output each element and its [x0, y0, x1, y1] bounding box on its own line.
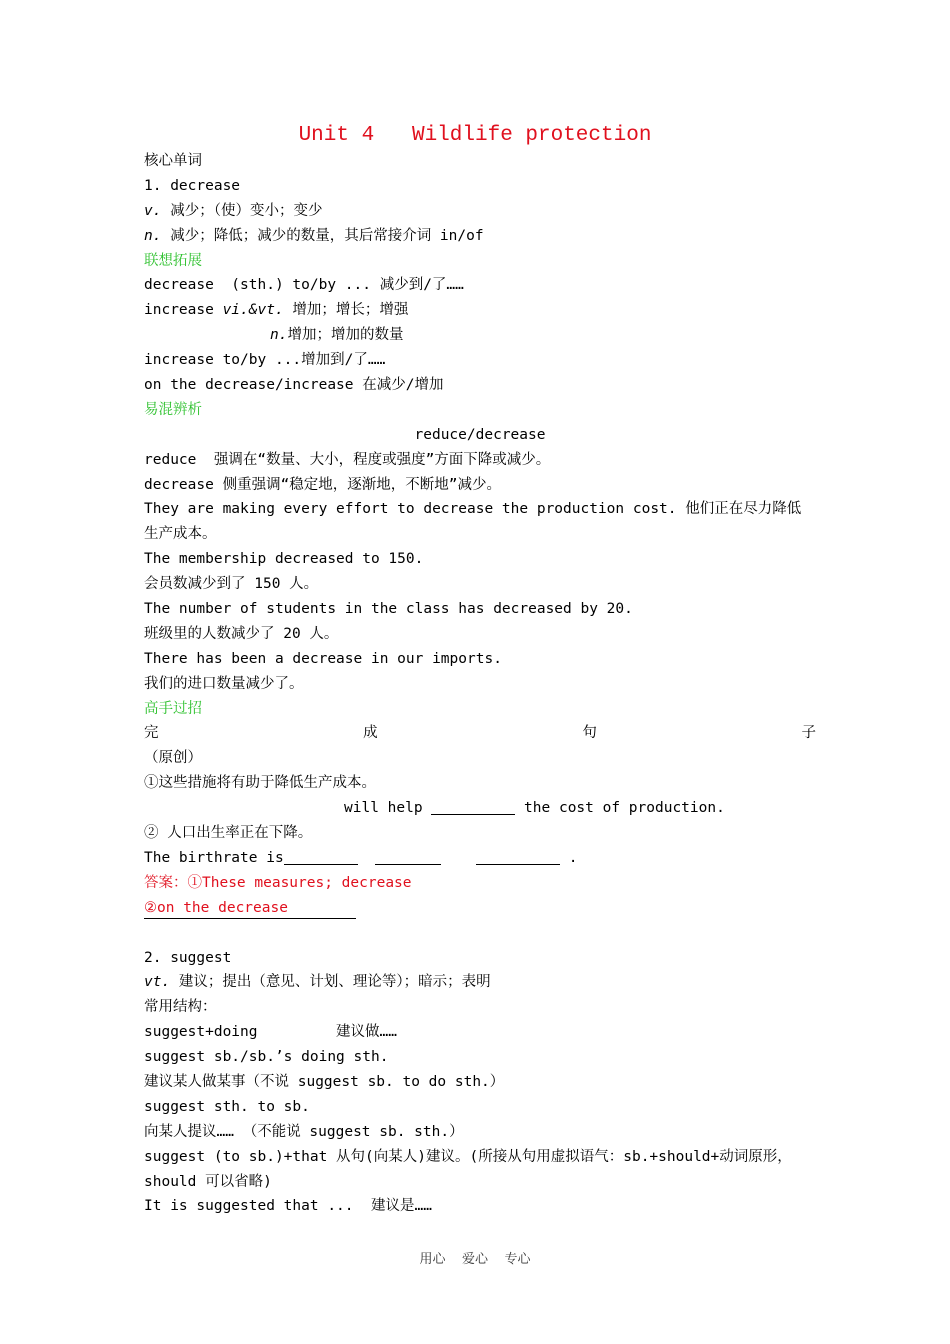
- confusion-line: reduce 强调在“数量、大小，程度或强度”方面下降或减少。: [144, 451, 551, 468]
- extension-line: [144, 323, 816, 348]
- extension-heading: 联想拓展: [144, 252, 202, 269]
- instruction-char: 成: [363, 725, 378, 742]
- extension-line: on the decrease/increase 在减少/增加: [144, 377, 444, 394]
- page-title: Unit 4 Wildlife protection: [298, 124, 652, 147]
- example-sentence: The number of students in the class has decreased by 20.: [144, 601, 633, 618]
- document-body: [144, 149, 816, 1219]
- practice-instruction: [144, 721, 816, 746]
- source-note: （原创）: [144, 750, 202, 767]
- practice-question: ①这些措施将有助于降低生产成本。: [144, 775, 376, 792]
- confusion-title: reduce/decrease: [414, 426, 546, 443]
- instruction-char: 完: [144, 725, 159, 742]
- example-translation: 生产成本。: [144, 526, 217, 543]
- fill-text: .: [560, 849, 578, 866]
- pos-label: v.: [144, 202, 162, 219]
- confusion-heading: 易混辨析: [144, 401, 202, 418]
- word-heading: 2. suggest: [144, 949, 232, 966]
- definition-text: 建议；提出（意见、计划、理论等）；暗示；表明: [170, 974, 491, 991]
- word-heading: 1. decrease: [144, 177, 241, 194]
- fill-in-line: [144, 846, 816, 871]
- extension-line: decrease (sth.) to/by ... 减少到/了……: [144, 277, 464, 294]
- structure-line: suggest sb./sb.’s doing sth.: [144, 1049, 389, 1066]
- example-sentence: The membership decreased to 150.: [144, 551, 424, 568]
- definition-text: 减少；（使）变小；变少: [161, 202, 323, 219]
- answer-line: 答案：①These measures; decrease: [144, 874, 412, 891]
- answer-blank[interactable]: [476, 848, 560, 865]
- page-footer: 用心 爱心 专心: [419, 1252, 531, 1267]
- practice-question: ② 人口出生率正在下降。: [144, 825, 313, 842]
- structure-line: It is suggested that ... 建议是……: [144, 1198, 432, 1215]
- pos-label: n.: [144, 227, 162, 244]
- structure-line: 向某人提议…… （不能说 suggest sb. sth.）: [144, 1123, 464, 1140]
- pos-label: vt.: [144, 974, 171, 991]
- pos-label: vi.&vt.: [222, 302, 284, 319]
- extension-line: [144, 298, 816, 323]
- fill-in-line: [144, 796, 816, 821]
- fill-text: The birthrate is: [144, 849, 284, 866]
- definition-noun: [144, 224, 816, 249]
- definition-text: 增加；增长；增强: [283, 302, 409, 319]
- answer-underline: [144, 898, 356, 919]
- example-translation: 班级里的人数减少了 20 人。: [144, 625, 339, 642]
- example-translation: 会员数减少到了 150 人。: [144, 576, 319, 593]
- definition-verb: [144, 199, 816, 224]
- answer-blank[interactable]: [284, 848, 358, 865]
- definition-verb: [144, 970, 816, 995]
- structure-line: suggest+doing 建议做……: [144, 1024, 398, 1041]
- example-sentence: There has been a decrease in our imports.: [144, 650, 502, 667]
- spacer: [144, 921, 816, 946]
- answer-blank[interactable]: [431, 798, 515, 815]
- example-sentence: They are making every effort to decrease the production cost. 他们正在尽力降低: [144, 501, 802, 518]
- structures-heading: 常用结构：: [144, 999, 217, 1016]
- extension-line: increase to/by ...增加到/了……: [144, 352, 386, 369]
- instruction-char: 句: [582, 725, 597, 742]
- confusion-line: decrease 侧重强调“稳定地，逐渐地，不断地”减少。: [144, 476, 502, 493]
- practice-heading: 高手过招: [144, 700, 202, 717]
- instruction-char: 子: [801, 725, 816, 742]
- pos-label: n.: [270, 327, 288, 344]
- structure-line: suggest sth. to sb.: [144, 1098, 310, 1115]
- definition-text: 减少；降低；减少的数量，其后常接介词 in/of: [161, 227, 484, 244]
- section-heading: 核心单词: [144, 153, 202, 169]
- structure-line: 建议某人做某事（不说 suggest sb. to do sth.）: [144, 1073, 505, 1090]
- answer-text: ②on the decrease: [144, 899, 288, 916]
- fill-text: the cost of production.: [515, 800, 725, 817]
- definition-text: 增加；增加的数量: [287, 327, 404, 344]
- structure-line: should 可以省略): [144, 1173, 272, 1190]
- fill-text: will help: [344, 800, 432, 817]
- extension-word: increase: [144, 302, 223, 319]
- answer-line: [144, 896, 816, 921]
- structure-line: suggest (to sb.)+that 从句(向某人)建议。(所接从句用虚拟语气：sb.+should+动词原形，: [144, 1148, 792, 1165]
- answer-blank[interactable]: [375, 848, 441, 865]
- example-translation: 我们的进口数量减少了。: [144, 675, 304, 692]
